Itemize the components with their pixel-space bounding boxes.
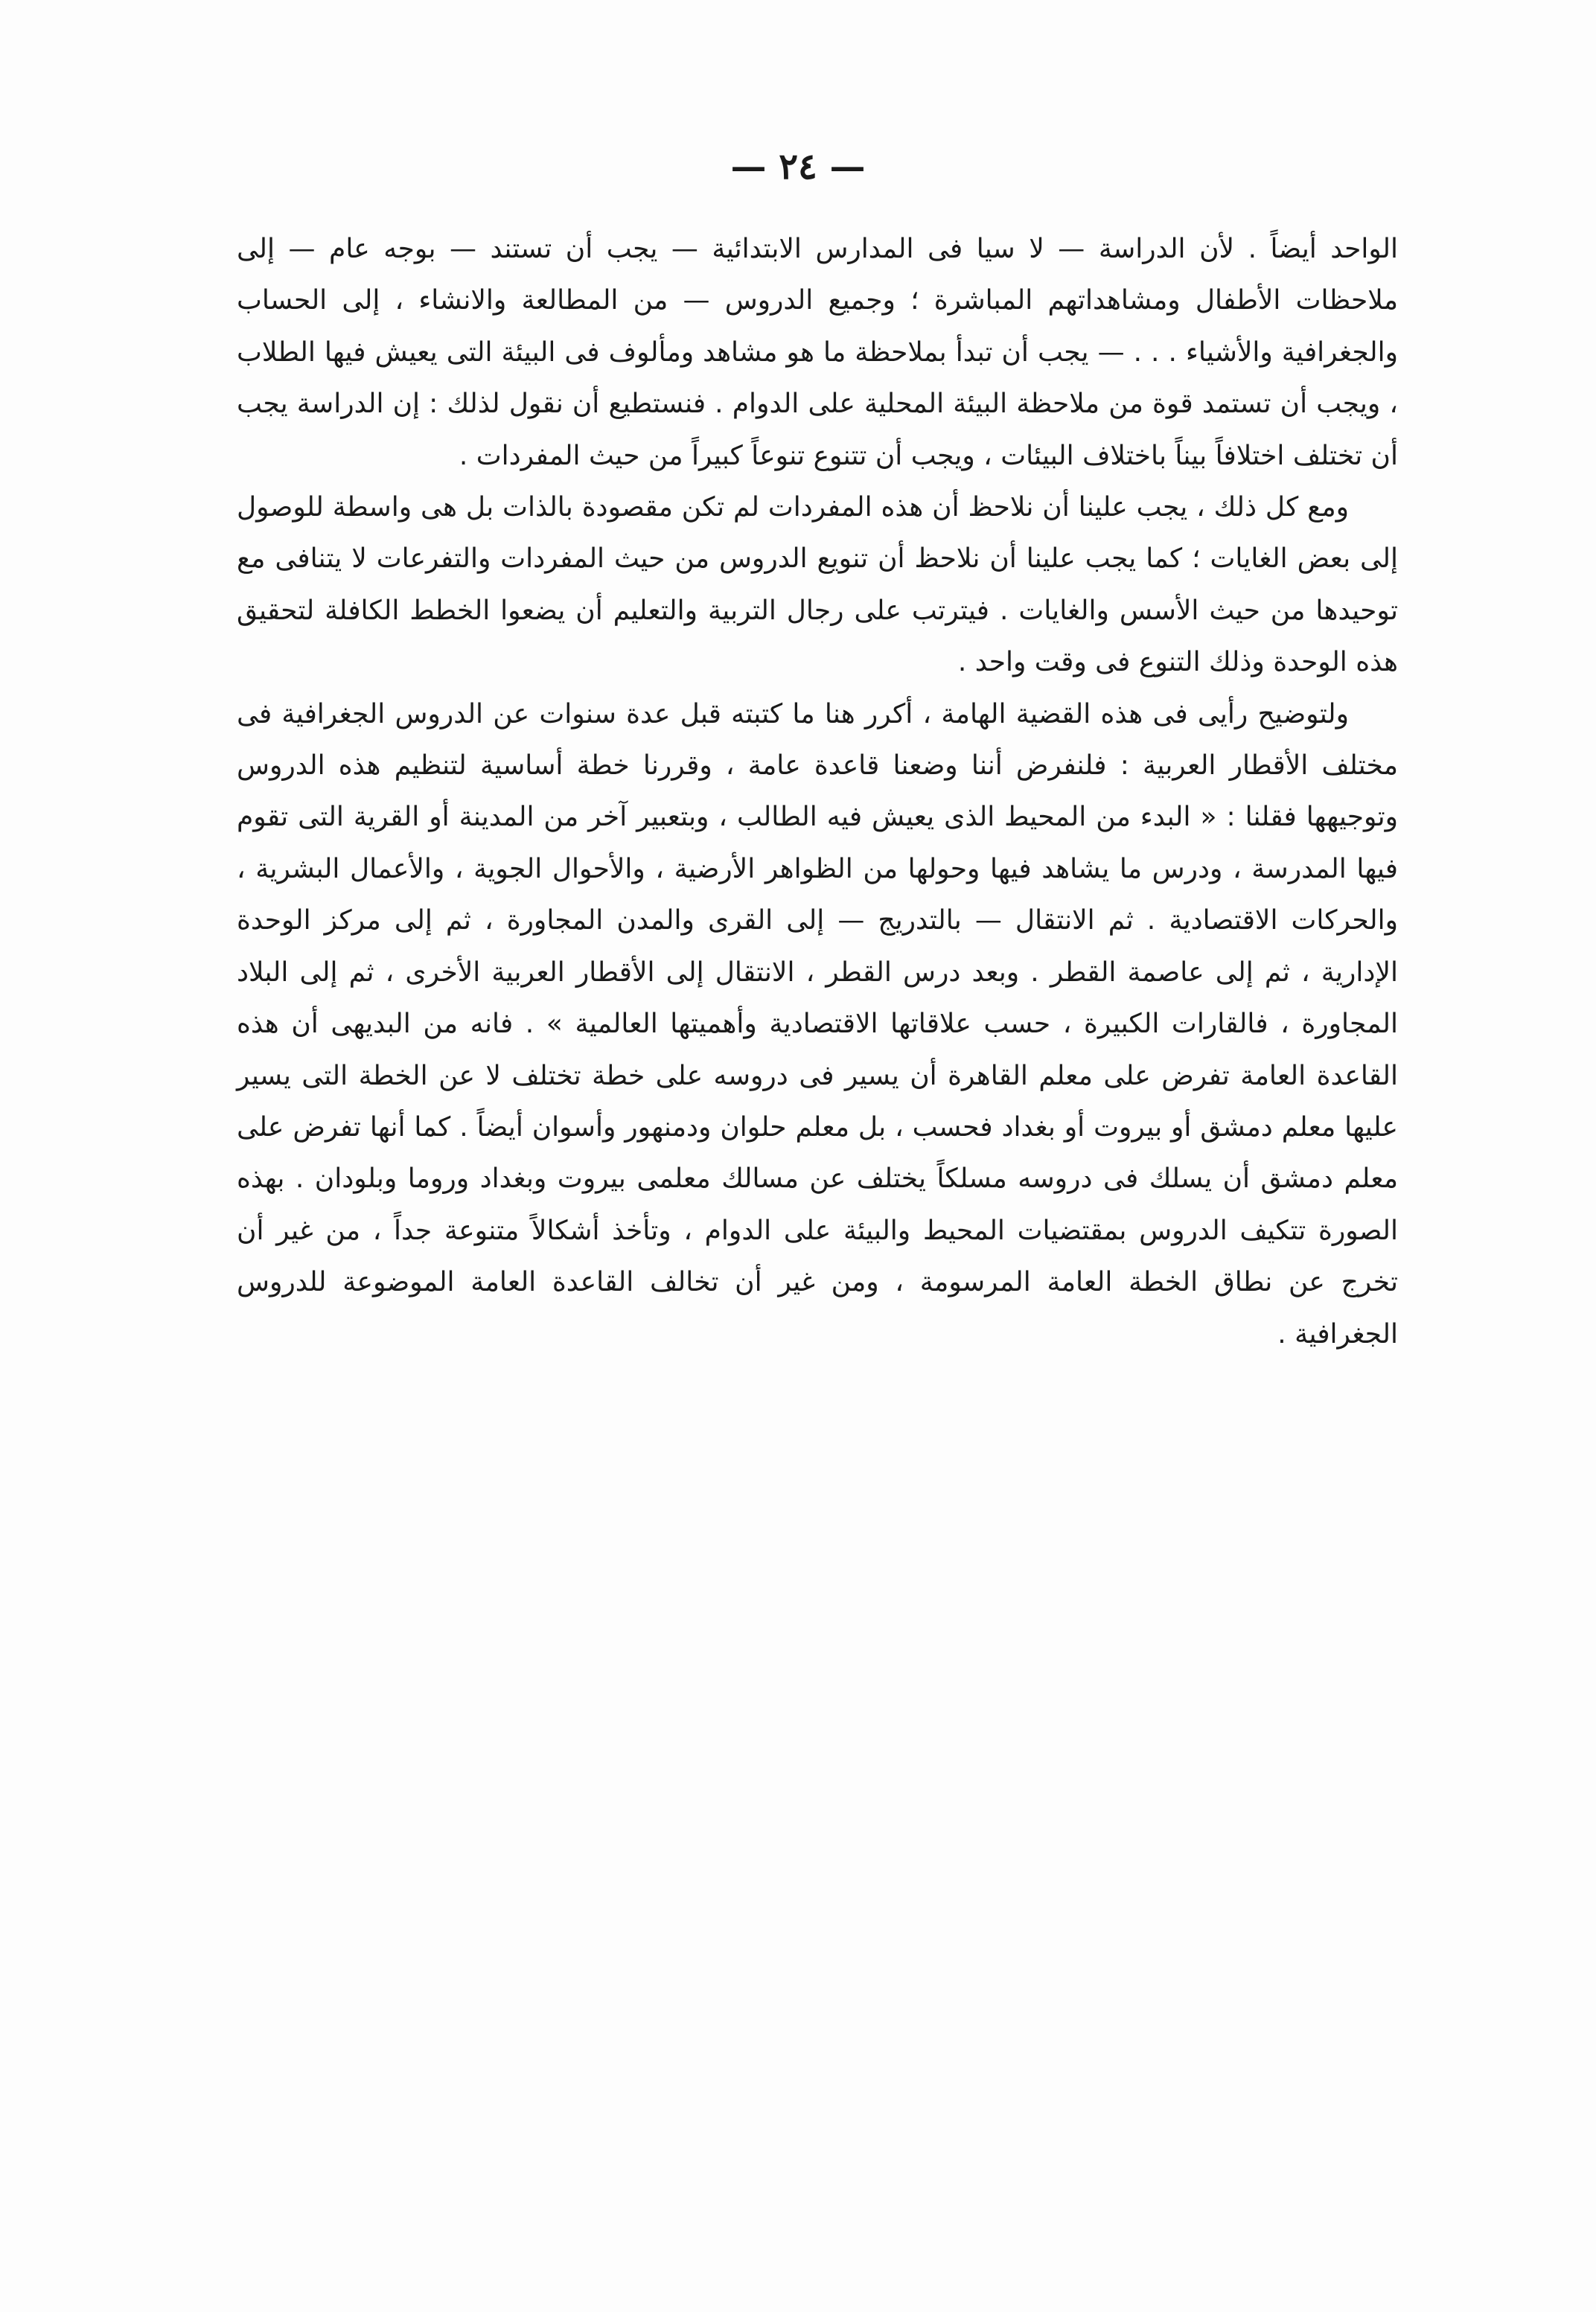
page-number: — ٢٤ — <box>730 146 866 188</box>
paragraph-2: ومع كل ذلك ، يجب علينا أن نلاحظ أن هذه المفردات لم تكن مقصودة بالذات بل هى واسطة للوصول إلى بعض الغايات ؛ كما يجب علينا أن نلاحظ أن تنويع الدروس من حيث المفردات والتفرعات لا يتنافى مع توحيدها من حيث الأسس والغايات . فيترتب على رجال التربية والتعليم أن يضعوا الخطط الكافلة لتحقيق هذه الوحدة وذلك التنوع فى وقت واحد . <box>237 492 1398 678</box>
body-text <box>237 223 1398 1360</box>
paragraph-3: ولتوضيح رأيى فى هذه القضية الهامة ، أكرر هنا ما كتبته قبل عدة سنوات عن الدروس الجغرافية فى مختلف الأقطار العربية : فلنفرض أننا وضعنا قاعدة عامة ، وقررنا خطة أساسية لتنظيم هذه الدروس وتوجيهها فقلنا : « البدء من المحيط الذى يعيش فيه الطالب ، وبتعبير آخر من المدينة أو القرية التى تقوم فيها المدرسة ، ودرس ما يشاهد فيها وحولها من الظواهر الأرضية ، والأحوال الجوية ، والأعمال البشرية ، والحركات الاقتصادية . ثم الانتقال — بالتدريج — إلى القرى والمدن المجاورة ، ثم إلى مركز الوحدة الإدارية ، ثم إلى عاصمة القطر . وبعد درس القطر ، الانتقال إلى الأقطار العربية الأخرى ، ثم إلى البلاد المجاورة ، فالقارات الكبيرة ، حسب علاقاتها الاقتصادية وأهميتها العالمية » . فانه من البديهى أن هذه القاعدة العامة تفرض على معلم القاهرة أن يسير فى دروسه على خطة تختلف لا عن الخطة التى يسير عليها معلم دمشق أو بيروت أو بغداد فحسب ، بل معلم حلوان ودمنهور وأسوان أيضاً . كما أنها تفرض على معلم دمشق أن يسلك فى دروسه مسلكاً يختلف عن مسالك معلمى بيروت وبغداد وروما وبلودان . بهذه الصورة تتكيف الدروس بمقتضيات المحيط والبيئة على الدوام ، وتأخذ أشكالاً متنوعة جداً ، من غير أن تخرج عن نطاق الخطة العامة المرسومة ، ومن غير أن تخالف القاعدة العامة الموضوعة للدروس الجغرافية . <box>237 698 1398 1350</box>
paragraph-1: الواحد أيضاً . لأن الدراسة — لا سيا فى المدارس الابتدائية — يجب أن تستند — بوجه عام — إلى ملاحظات الأطفال ومشاهداتهم المباشرة ؛ وجميع الدروس — من المطالعة والانشاء ، إلى الحساب والجغرافية والأشياء . . . — يجب أن تبدأ بملاحظة ما هو مشاهد ومألوف فى البيئة التى يعيش فيها الطلاب ، ويجب أن تستمد قوة من ملاحظة البيئة المحلية على الدوام . فنستطيع أن نقول لذلك : إن الدراسة يجب أن تختلف اختلافاً بيناً باختلاف البيئات ، ويجب أن تتنوع تنوعاً كبيراً من حيث المفردات . <box>237 234 1398 471</box>
